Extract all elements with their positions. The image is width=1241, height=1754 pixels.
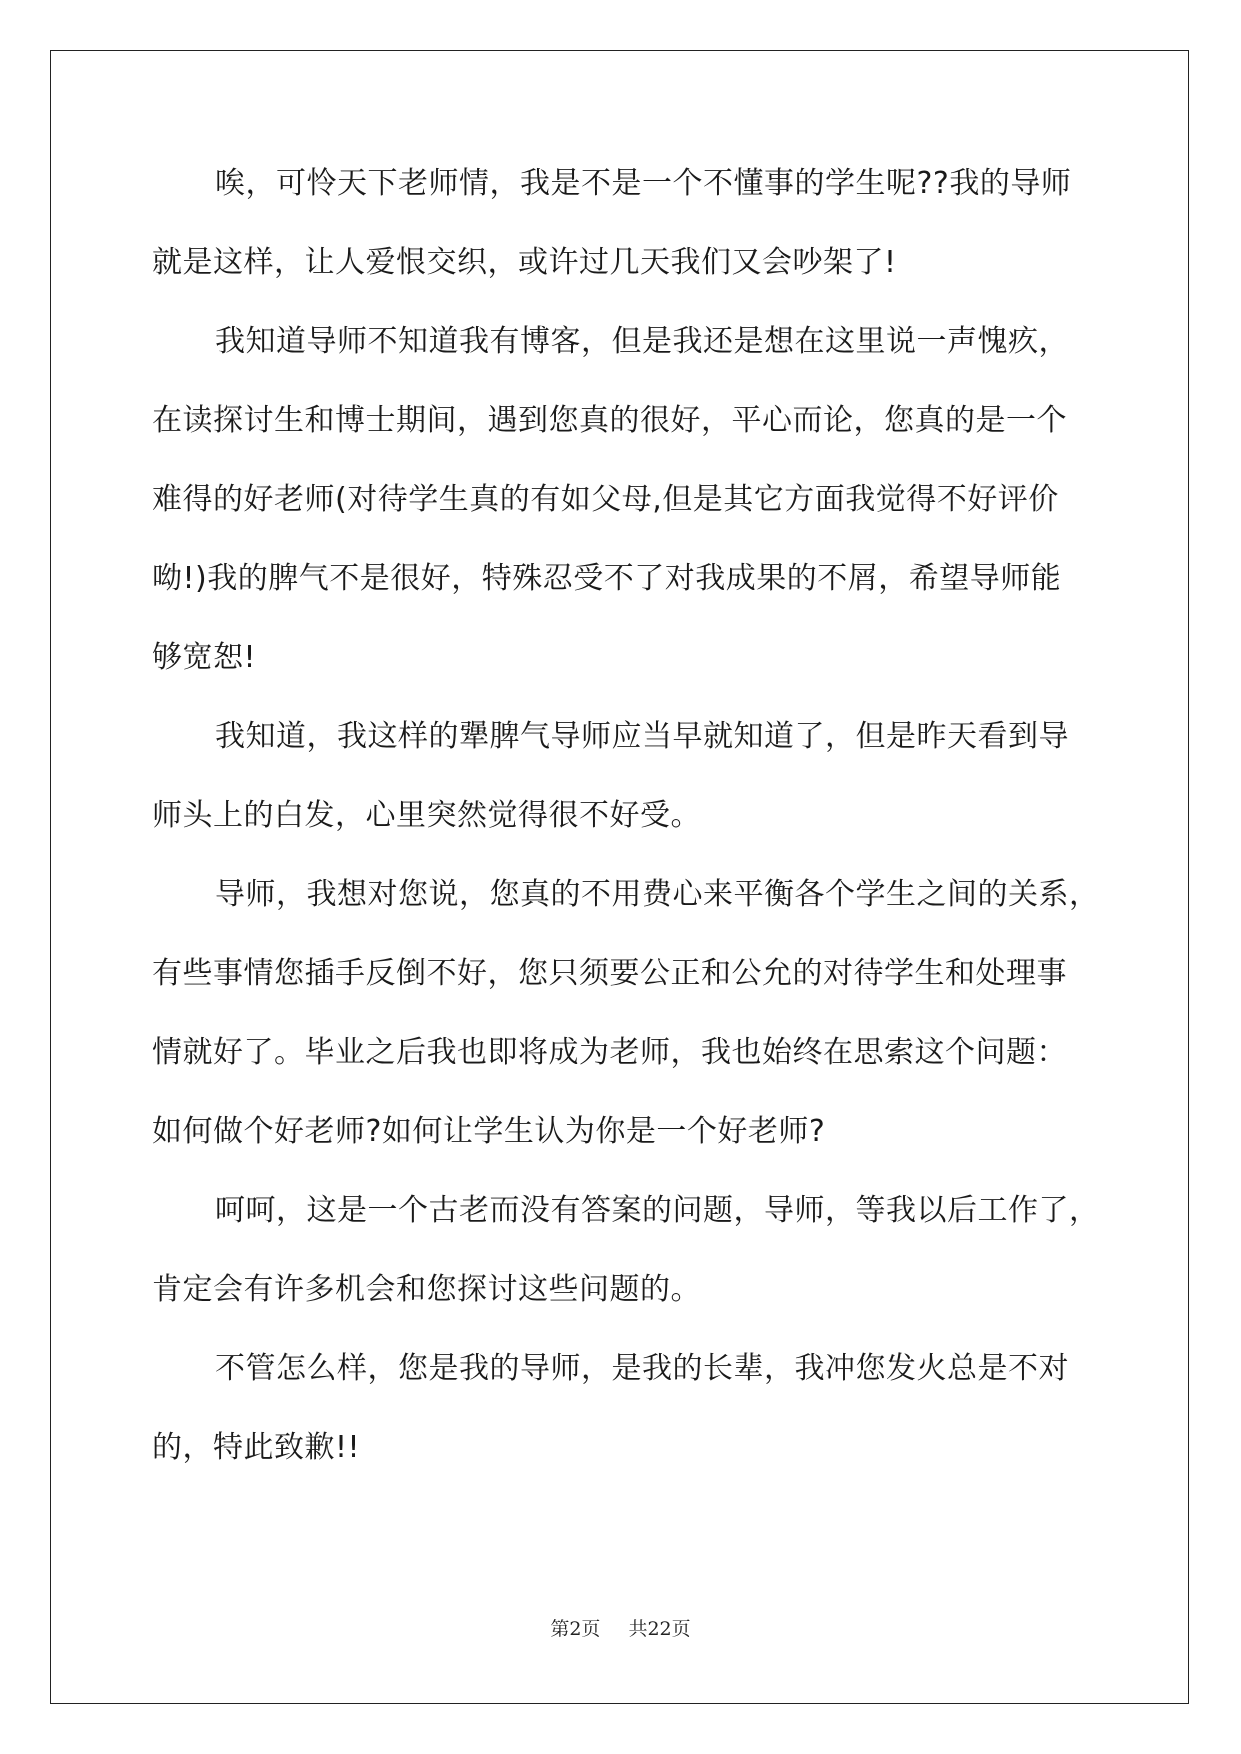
paragraph-line: 的，特此致歉!! (152, 1430, 361, 1465)
paragraph-line: 我知道导师不知道我有博客，但是我还是想在这里说一声愧疚， (215, 324, 1069, 359)
paragraph-line: 有些事情您插手反倒不好，您只须要公正和公允的对待学生和处理事 (152, 956, 1067, 991)
paragraph-5 (152, 1189, 1112, 1312)
paragraph-line: 唉，可怜天下老师情，我是不是一个不懂事的学生呢??我的导师 (215, 166, 1072, 201)
paragraph-line: 够宽恕! (152, 640, 257, 675)
paragraph-4 (152, 873, 1112, 1154)
paragraph-line: 情就好了。毕业之后我也即将成为老师，我也始终在思索这个问题： (152, 1035, 1067, 1070)
paragraph-line: 如何做个好老师?如何让学生认为你是一个好老师? (152, 1114, 826, 1149)
page-footer (0, 1614, 1241, 1641)
paragraph-line: 就是这样，让人爱恨交织，或许过几天我们又会吵架了! (152, 245, 897, 280)
paragraph-line: 不管怎么样，您是我的导师，是我的长辈，我冲您发火总是不对 (215, 1351, 1069, 1386)
paragraph-line: 导师，我想对您说，您真的不用费心来平衡各个学生之间的关系， (215, 877, 1100, 912)
page-number: 第2页 (550, 1618, 601, 1640)
paragraph-line: 师头上的白发，心里突然觉得很不好受。 (152, 798, 701, 833)
paragraph-line: 在读探讨生和博士期间，遇到您真的很好，平心而论，您真的是一个 (152, 403, 1067, 438)
paragraph-3 (152, 715, 1112, 838)
paragraph-line: 肯定会有许多机会和您探讨这些问题的。 (152, 1272, 701, 1307)
paragraph-6 (152, 1347, 1112, 1470)
paragraph-line: 我知道，我这样的犟脾气导师应当早就知道了，但是昨天看到导 (215, 719, 1069, 754)
paragraph-1 (152, 162, 1112, 285)
paragraph-line: 难得的好老师(对待学生真的有如父母,但是其它方面我觉得不好评价 (152, 482, 1059, 517)
paragraph-line: 呦!)我的脾气不是很好，特殊忍受不了对我成果的不屑，希望导师能 (152, 561, 1062, 596)
document-body (152, 162, 1112, 1505)
paragraph-2 (152, 320, 1112, 680)
paragraph-line: 呵呵，这是一个古老而没有答案的问题，导师，等我以后工作了， (215, 1193, 1100, 1228)
page-total: 共22页 (628, 1618, 691, 1640)
